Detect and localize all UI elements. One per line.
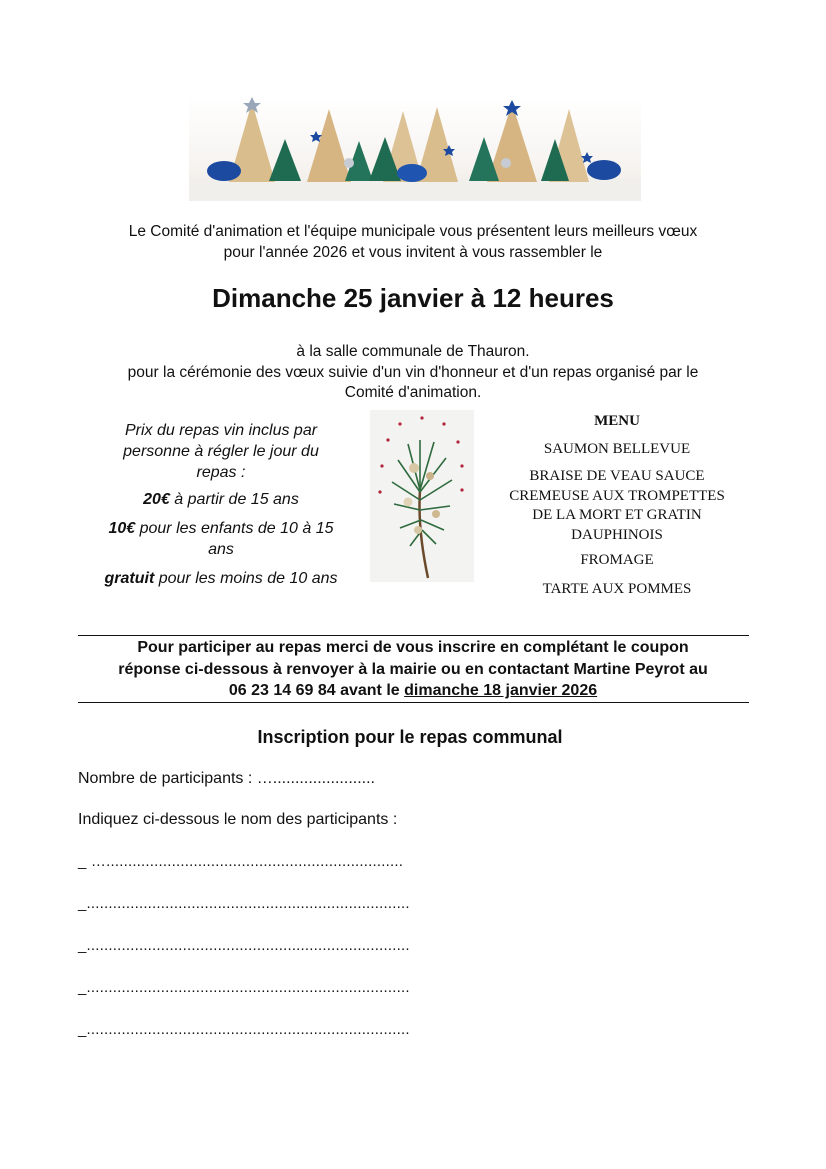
menu-item-2-line-4: DAUPHINOIS — [571, 526, 663, 543]
adult-price-text: à partir de 15 ans — [169, 491, 299, 508]
event-date-heading: Dimanche 25 janvier à 12 heures — [212, 283, 614, 313]
free-label: gratuit — [104, 570, 155, 587]
price-intro-line-3: repas : — [196, 464, 246, 481]
child-price: 10€ — [108, 520, 136, 537]
menu-item-2-line-3: DE LA MORT ET GRATIN — [532, 507, 702, 523]
participant-name-line-3[interactable]: _.......................................................................... — [78, 937, 410, 954]
notice-line-2: réponse ci-dessous à renvoyer à la mairie ou en contactant Martine Peyrot au — [118, 660, 708, 678]
menu-item-2-line-2: CREMEUSE AUX TROMPETTES — [509, 487, 725, 504]
christmas-trees-banner-image — [189, 97, 641, 201]
venue-line-3: Comité d'animation. — [344, 384, 482, 401]
participant-name-line-5[interactable]: _.......................................................................... — [78, 1021, 410, 1038]
menu-item-1: SAUMON BELLEVUE — [543, 441, 691, 457]
child-price-text-1: pour les enfants de 10 à 15 — [135, 520, 334, 537]
notice-line-3 — [66, 680, 760, 702]
venue-line-1: à la salle communale de Thauron. — [296, 343, 530, 360]
participant-name-line-2[interactable]: _.......................................................................... — [78, 895, 410, 912]
registration-form-title: Inscription pour le repas communal — [257, 727, 563, 747]
participant-name-line-1[interactable]: _ ….................................................................... — [78, 853, 404, 870]
intro-line-2: pour l'année 2026 et vous invitent à vous rassembler le — [223, 244, 603, 261]
notice-deadline: dimanche 18 janvier 2026 — [404, 682, 598, 699]
price-child — [82, 518, 360, 560]
menu-title: MENU — [594, 413, 640, 429]
intro-line-1: Le Comité d'animation et l'équipe municipale vous présentent leurs meilleurs vœux — [128, 223, 698, 240]
venue-text — [60, 342, 766, 404]
notice-phone-text: 06 23 14 69 84 avant le — [228, 682, 405, 699]
registration-notice — [66, 637, 760, 702]
pine-branch-image — [370, 410, 474, 582]
notice-top-rule — [78, 635, 749, 636]
price-intro — [82, 420, 360, 483]
price-intro-line-2: personne à régler le jour du — [123, 443, 319, 460]
menu-item-2 — [490, 467, 744, 545]
free-price-text: pour les moins de 10 ans — [154, 570, 338, 587]
menu-item-3: FROMAGE — [580, 552, 654, 568]
menu-item-4: TARTE AUX POMMES — [542, 581, 692, 597]
participant-name-line-4[interactable]: _.......................................................................... — [78, 979, 410, 996]
menu-item-2-line-1: BRAISE DE VEAU SAUCE — [529, 468, 705, 484]
adult-price: 20€ — [143, 491, 170, 508]
participants-count-field[interactable]: Nombre de participants : …....................... — [78, 770, 375, 787]
price-adult — [82, 489, 360, 510]
participants-names-label: Indiquez ci-dessous le nom des participants : — [78, 811, 398, 828]
venue-line-2: pour la cérémonie des vœux suivie d'un vin d'honneur et d'un repas organisé par le — [127, 363, 699, 381]
notice-line-1: Pour participer au repas merci de vous inscrire en complétant le coupon — [137, 639, 689, 656]
price-intro-line-1: Prix du repas vin inclus par — [124, 422, 318, 439]
child-price-text-2: ans — [208, 541, 234, 558]
intro-text — [60, 221, 766, 263]
price-free — [82, 568, 360, 589]
notice-bottom-rule — [78, 702, 749, 703]
